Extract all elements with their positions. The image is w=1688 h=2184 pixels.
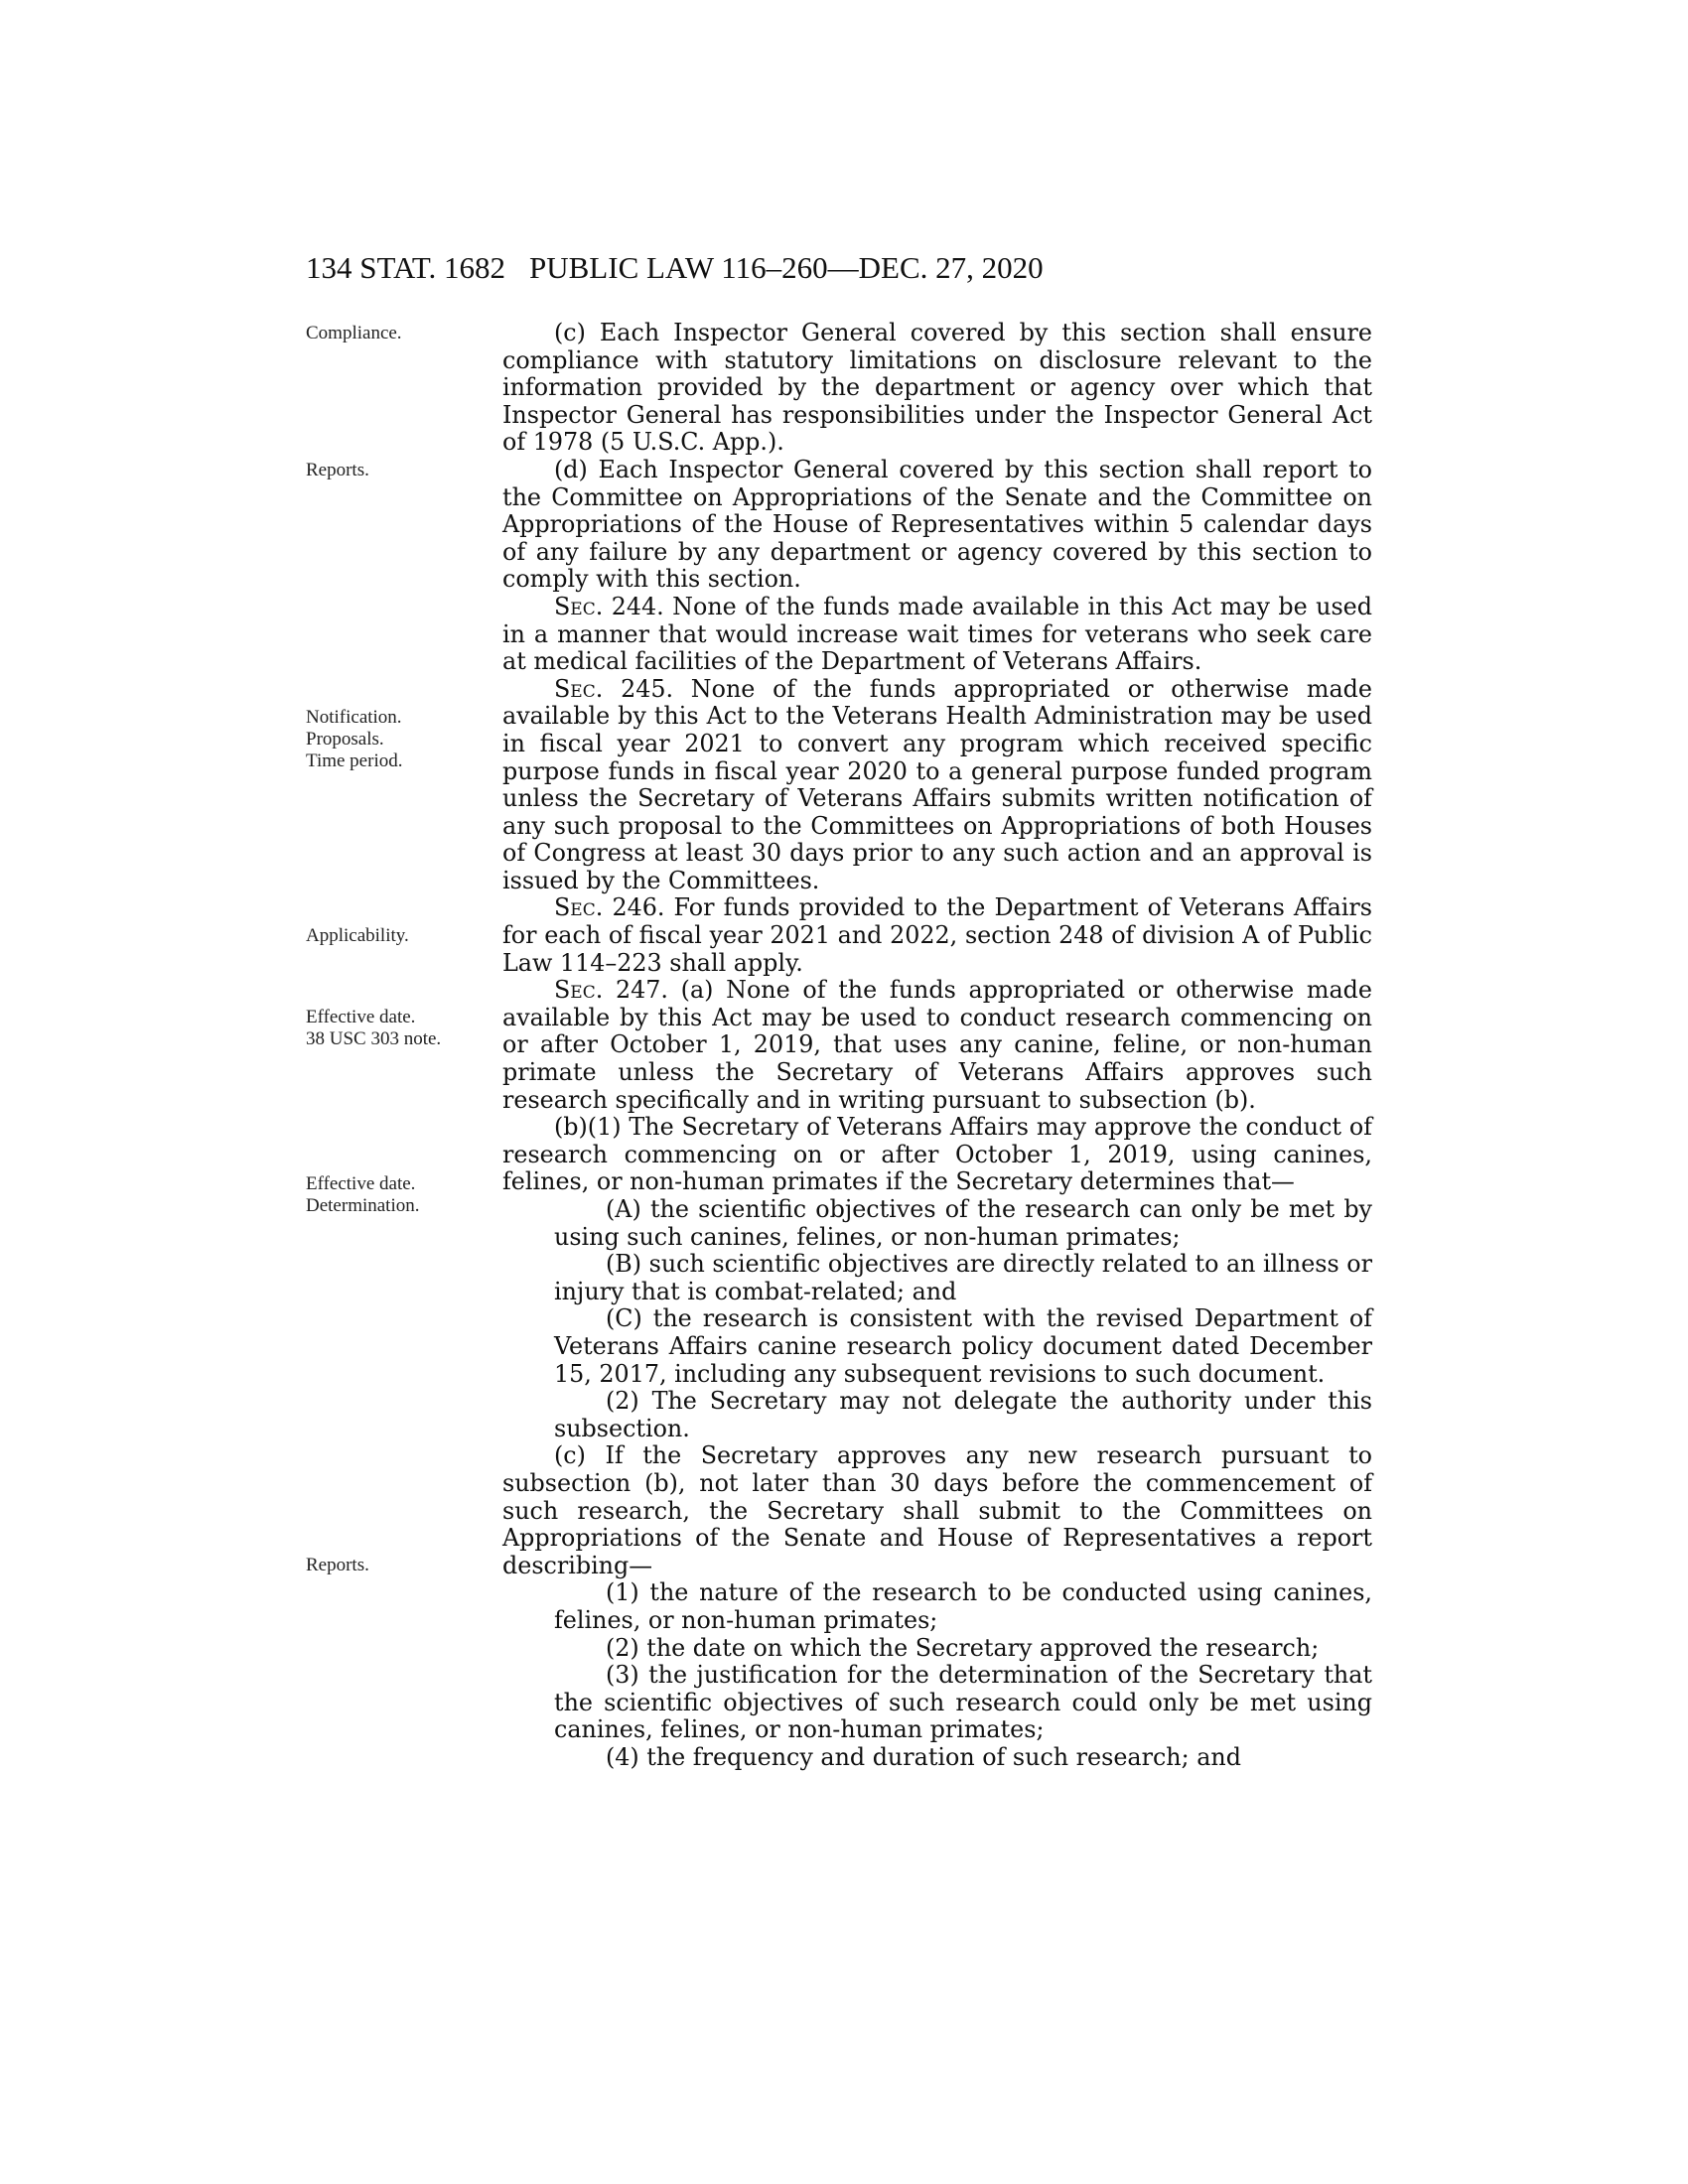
- section-244: [502, 594, 1372, 676]
- paragraph-b1: (b)(1) The Secretary of Veterans Affairs may approve the conduct of research commencing on or after October 1, 2019, using canines, felines, or non-human primates if the Secretary determines that—: [502, 1113, 1372, 1196]
- paragraph-c-compliance: (c) Each Inspector General covered by this section shall ensure compliance with statutory limitations on disclosure relevant to the information provided by the department or agency over which that Inspector General has responsibilities under the Inspector General Act of 1978 (5 U.S.C. App.).: [502, 319, 1372, 457]
- margin-note-reports: Reports.: [306, 460, 369, 480]
- section-245: [502, 676, 1372, 895]
- margin-note-effective-date-2: Effective date. Determination.: [306, 1173, 420, 1216]
- clause-b-A: (A) the scientific objectives of the research can only be met by using such canines, felines, or non-human primates;: [554, 1195, 1372, 1251]
- section-244-text: 244. None of the funds made available in this Act may be used in a manner that would increase wait times for veterans who seek care at medical facilities of the Department of Veterans Affairs.: [502, 592, 1372, 676]
- paragraph-d-reports: (d) Each Inspector General covered by this section shall report to the Committee on Appropriations of the Senate and the Committee on Appropriations of the House of Representatives within 5 calendar days of any failure by any department or agency covered by this section to comply with this section.: [502, 455, 1372, 594]
- paragraph-b2: (2) The Secretary may not delegate the authority under this subsection.: [554, 1387, 1372, 1442]
- section-label: Sec.: [554, 592, 604, 620]
- statute-page-number: 134 STAT. 1682: [306, 250, 506, 285]
- section-label: Sec.: [554, 674, 604, 703]
- page-header: [306, 250, 1373, 290]
- margin-note-applicability: Applicability.: [306, 925, 409, 946]
- section-245-text: 245. None of the funds appropriated or otherwise made available by this Act to the Veterans Health Administration may be used in fiscal year 2021 to convert any program which received specific purpose funds in fiscal year 2020 to a general purpose funded program unless the Secretary of Veterans Affairs submits written notification of any such proposal to the Committees on Appropriations of both Houses of Congress at least 30 days prior to any such action and an approval is issued by the Committees.: [502, 674, 1372, 894]
- section-247: [502, 977, 1372, 1114]
- section-246-text: 246. For funds provided to the Department of Veterans Affairs for each of fiscal year 2021 and 2022, section 248 of division A of Public Law 114–223 shall apply.: [502, 893, 1372, 977]
- item-c-1: (1) the nature of the research to be conducted using canines, felines, or non-human primates;: [554, 1578, 1372, 1634]
- body-text: [502, 320, 1372, 1771]
- margin-note-reports-2: Reports.: [306, 1555, 369, 1575]
- margin-note-compliance: Compliance.: [306, 323, 402, 343]
- section-247-text: 247. (a) None of the funds appropriated or otherwise made available by this Act may be used to conduct research commencing on or after October 1, 2019, that uses any canine, feline, or non-human primate unless the Secretary of Veterans Affairs approves such research specifically and in writing pursuant to subsection (b).: [502, 976, 1372, 1114]
- section-246: [502, 894, 1372, 977]
- margin-note-effective-date-1: Effective date. 38 USC 303 note.: [306, 1007, 442, 1049]
- section-label: Sec.: [554, 976, 604, 1005]
- item-c-2: (2) the date on which the Secretary approved the research;: [606, 1633, 1320, 1662]
- item-c-4: (4) the frequency and duration of such research; and: [606, 1742, 1241, 1771]
- item-c-3: (3) the justification for the determination of the Secretary that the scientific objectives of such research could only be met using canines, felines, or non-human primates;: [554, 1661, 1372, 1744]
- clause-b-C: (C) the research is consistent with the revised Department of Veterans Affairs canine research policy document dated December 15, 2017, including any subsequent revisions to such document.: [554, 1304, 1372, 1388]
- section-label: Sec.: [554, 893, 604, 922]
- margin-note-notification: Notification. Proposals. Time period.: [306, 707, 403, 771]
- paragraph-c-reports: (c) If the Secretary approves any new research pursuant to subsection (b), not later than 30 days before the commencement of such research, the Secretary shall submit to the Committees on Appropriations of the Senate and House of Representatives a report describing—: [502, 1441, 1372, 1579]
- page-title: PUBLIC LAW 116–260—DEC. 27, 2020: [529, 250, 1044, 285]
- clause-b-B: (B) such scientific objectives are directly related to an illness or injury that is combat-related; and: [554, 1250, 1372, 1305]
